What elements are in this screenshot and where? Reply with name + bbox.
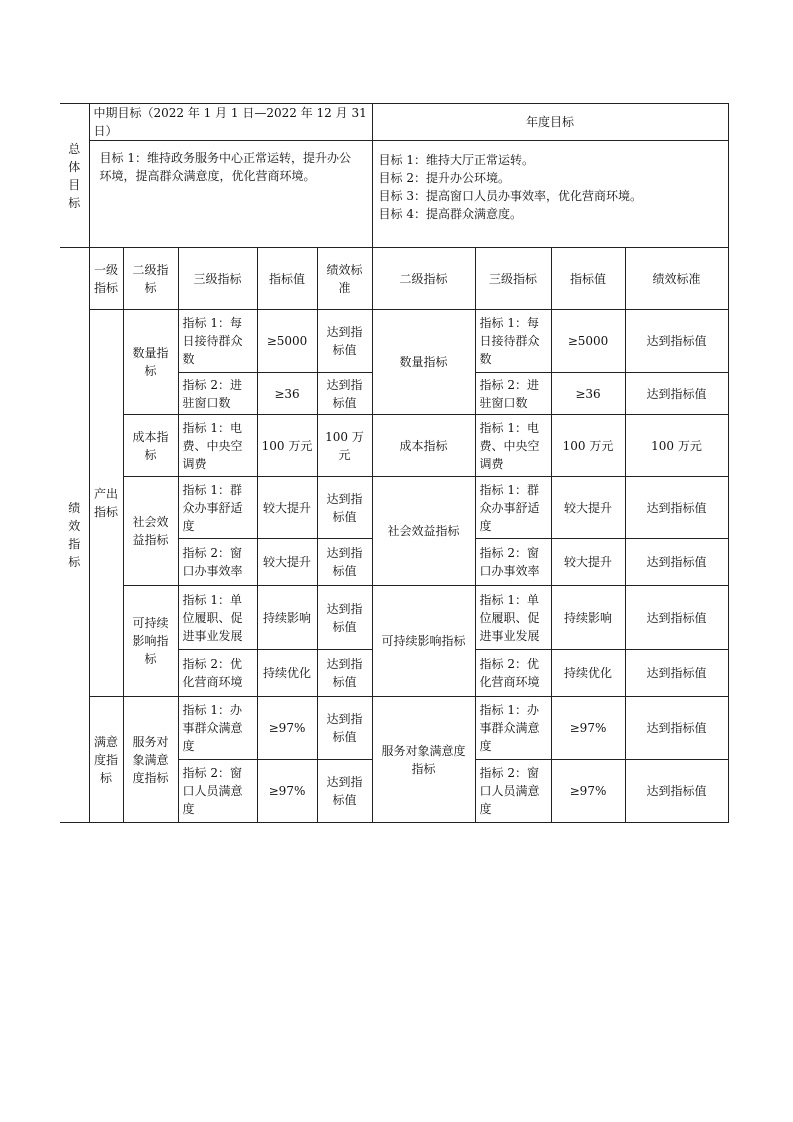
- annual-value-cell: 100 万元: [551, 415, 625, 477]
- social-benefit-indicator: 社会效益指标: [123, 477, 178, 586]
- annual-standard-cell: 达到指标值: [625, 697, 728, 760]
- annual-value-cell: ≥36: [551, 373, 625, 415]
- standard-cell: 达到指标值: [317, 760, 372, 823]
- annual-level3-cell: 指标 1：电费、中央空调费: [475, 415, 551, 477]
- level3-cell: 指标 2：进驻窗口数: [178, 373, 257, 415]
- annual-level3-cell: 指标 1：办事群众满意度: [475, 697, 551, 760]
- annual-level3-cell: 指标 2：窗口人员满意度: [475, 760, 551, 823]
- level3-cell: 指标 1：办事群众满意度: [178, 697, 257, 760]
- standard-cell: 达到指标值: [317, 477, 372, 539]
- annual-service-satisfaction-indicator: 服务对象满意度指标: [372, 697, 475, 823]
- annual-level3-cell: 指标 1：每日接待群众数: [475, 310, 551, 373]
- annual-social-benefit-indicator: 社会效益指标: [372, 477, 475, 586]
- header-annual-level3: 三级指标: [475, 248, 551, 310]
- annual-level3-cell: 指标 2：窗口办事效率: [475, 539, 551, 586]
- level3-cell: 指标 2：窗口办事效率: [178, 539, 257, 586]
- standard-cell: 100 万元: [317, 415, 372, 477]
- standard-cell: 达到指标值: [317, 373, 372, 415]
- level3-cell: 指标 2：窗口人员满意度: [178, 760, 257, 823]
- header-level3: 三级指标: [178, 248, 257, 310]
- annual-level3-cell: 指标 1：群众办事舒适度: [475, 477, 551, 539]
- cost-indicator: 成本指标: [123, 415, 178, 477]
- value-cell: 较大提升: [257, 477, 317, 539]
- service-satisfaction-indicator: 服务对象满意度指标: [123, 697, 178, 823]
- header-level2: 二级指标: [123, 248, 178, 310]
- value-cell: ≥5000: [257, 310, 317, 373]
- annual-value-cell: 持续优化: [551, 650, 625, 697]
- standard-cell: 达到指标值: [317, 697, 372, 760]
- level3-cell: 指标 1：每日接待群众数: [178, 310, 257, 373]
- standard-cell: 达到指标值: [317, 539, 372, 586]
- annual-standard-cell: 达到指标值: [625, 477, 728, 539]
- level3-cell: 指标 1：群众办事舒适度: [178, 477, 257, 539]
- value-cell: 较大提升: [257, 539, 317, 586]
- annual-level3-cell: 指标 1：单位履职、促进事业发展: [475, 586, 551, 650]
- annual-standard-cell: 达到指标值: [625, 539, 728, 586]
- performance-indicator-label: 绩效指标: [60, 248, 89, 823]
- header-annual-value: 指标值: [551, 248, 625, 310]
- value-cell: ≥97%: [257, 760, 317, 823]
- level3-cell: 指标 2：优化营商环境: [178, 650, 257, 697]
- header-standard: 绩效标准: [317, 248, 372, 310]
- output-indicator-label: 产出指标: [89, 310, 123, 697]
- annual-standard-cell: 达到指标值: [625, 586, 728, 650]
- value-cell: ≥36: [257, 373, 317, 415]
- annual-goal-item: 目标 3：提高窗口人员办事效率，优化营商环境。: [378, 189, 642, 203]
- level3-cell: 指标 1：电费、中央空调费: [178, 415, 257, 477]
- value-cell: 持续影响: [257, 586, 317, 650]
- annual-value-cell: 持续影响: [551, 586, 625, 650]
- annual-goal-item: 目标 2：提升办公环境。: [378, 171, 510, 185]
- header-annual-level2: 二级指标: [372, 248, 475, 310]
- annual-standard-cell: 100 万元: [625, 415, 728, 477]
- mid-term-goal-header: 中期目标（2022 年 1 月 1 日—2022 年 12 月 31 日）: [89, 104, 372, 141]
- annual-value-cell: 较大提升: [551, 477, 625, 539]
- annual-goals: [372, 141, 728, 248]
- performance-goals-table: [60, 103, 729, 823]
- level3-cell: 指标 1：单位履职、促进事业发展: [178, 586, 257, 650]
- annual-goal-header: 年度目标: [372, 104, 728, 141]
- mid-term-goals: 目标 1：维持政务服务中心正常运转，提升办公环境，提高群众满意度，优化营商环境。: [89, 141, 372, 248]
- annual-goal-item: 目标 1：维持大厅正常运转。: [378, 153, 534, 167]
- annual-level3-cell: 指标 2：进驻窗口数: [475, 373, 551, 415]
- annual-standard-cell: 达到指标值: [625, 310, 728, 373]
- annual-standard-cell: 达到指标值: [625, 760, 728, 823]
- overall-goal-label: 总体目标: [60, 104, 89, 248]
- satisfaction-indicator-label: 满意度指标: [89, 697, 123, 823]
- header-value: 指标值: [257, 248, 317, 310]
- header-level1: 一级指标: [89, 248, 123, 310]
- value-cell: 持续优化: [257, 650, 317, 697]
- annual-cost-indicator: 成本指标: [372, 415, 475, 477]
- annual-level3-cell: 指标 2：优化营商环境: [475, 650, 551, 697]
- standard-cell: 达到指标值: [317, 310, 372, 373]
- standard-cell: 达到指标值: [317, 650, 372, 697]
- annual-quantity-indicator: 数量指标: [372, 310, 475, 415]
- quantity-indicator: 数量指标: [123, 310, 178, 415]
- value-cell: ≥97%: [257, 697, 317, 760]
- annual-goal-item: 目标 4：提高群众满意度。: [378, 207, 522, 221]
- header-annual-standard: 绩效标准: [625, 248, 728, 310]
- annual-value-cell: ≥97%: [551, 760, 625, 823]
- annual-value-cell: 较大提升: [551, 539, 625, 586]
- annual-sustainable-impact-indicator: 可持续影响指标: [372, 586, 475, 697]
- annual-value-cell: ≥5000: [551, 310, 625, 373]
- standard-cell: 达到指标值: [317, 586, 372, 650]
- annual-standard-cell: 达到指标值: [625, 650, 728, 697]
- sustainable-impact-indicator: 可持续影响指标: [123, 586, 178, 697]
- annual-standard-cell: 达到指标值: [625, 373, 728, 415]
- value-cell: 100 万元: [257, 415, 317, 477]
- annual-value-cell: ≥97%: [551, 697, 625, 760]
